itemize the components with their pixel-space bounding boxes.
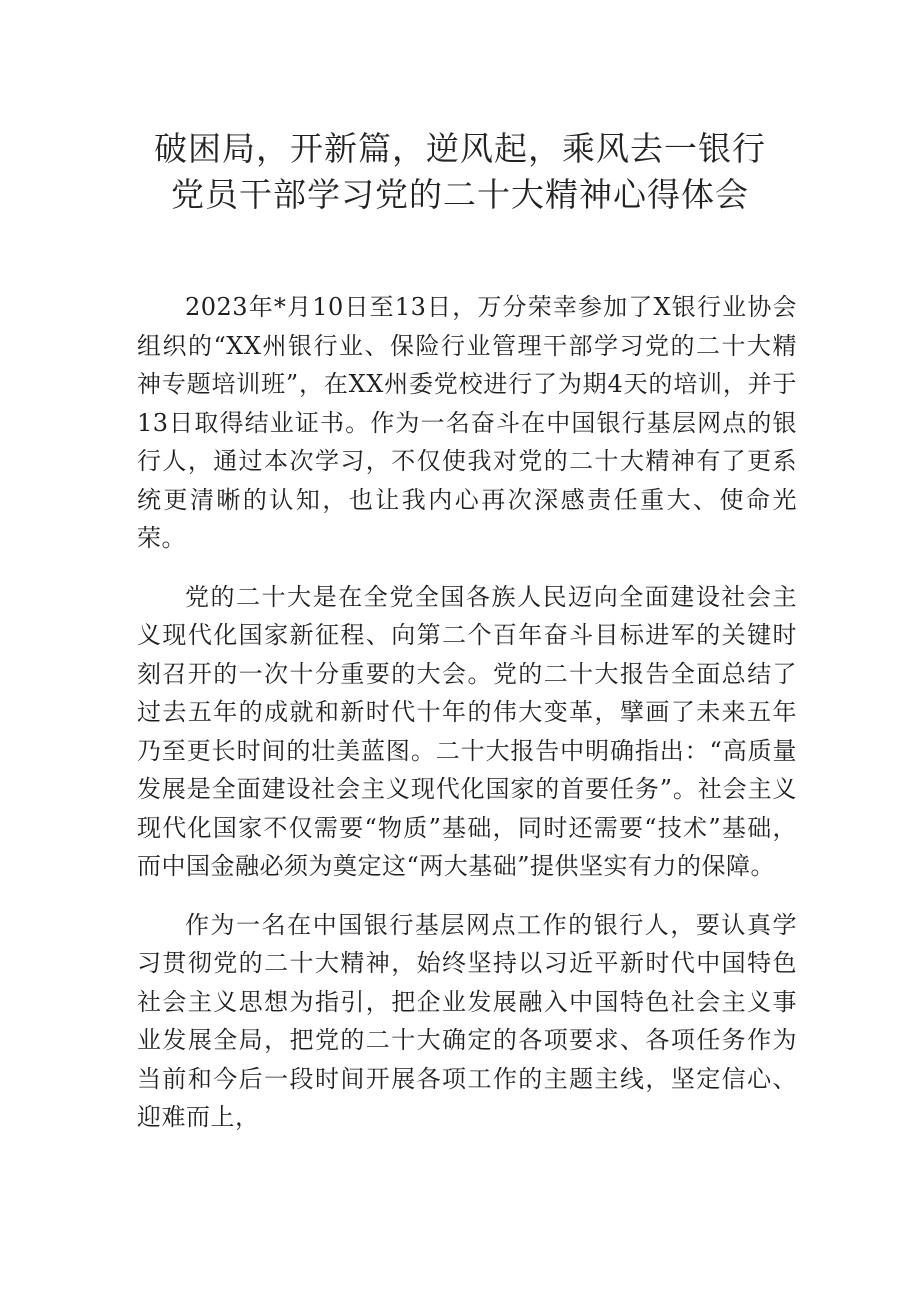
paragraph-2: 党的二十大是在全党全国各族人民迈向全面建设社会主义现代化国家新征程、向第二个百年奋斗目标进军的关键时刻召开的一次十分重要的大会。党的二十大报告全面总结了过去五年的成就和新时代十年的伟大变革，擘画了未来五年乃至更长时间的壮美蓝图。二十大报告中明确指出：“高质量发展是全面建设社会主义现代化国家的首要任务”。社会主义现代化国家不仅需要“物质”基础，同时还需要“技术”基础，而中国金融必须为奠定这“两大基础”提供坚实有力的保障。 — [137, 582, 797, 880]
title-line-2: 党员干部学习党的二十大精神心得体会 — [171, 175, 749, 214]
paragraph-1: 2023年*月10日至13日，万分荣幸参加了X银行业协会组织的“XX州银行业、保险行业管理干部学习党的二十大精神专题培训班”，在XX州委党校进行了为期4天的培训，并于13日取得结业证书。作为一名奋斗在中国银行基层网点的银行人，通过本次学习，不仅使我对党的二十大精神有了更系统更清晰的认知，也让我内心再次深感责任重大、使命光荣。 — [137, 293, 797, 552]
document-body — [137, 288, 797, 1157]
document-title — [0, 126, 920, 218]
paragraph-3: 作为一名在中国银行基层网点工作的银行人，要认真学习贯彻党的二十大精神，始终坚持以习近平新时代中国特色社会主义思想为指引，把企业发展融入中国特色社会主义事业发展全局，把党的二十大确定的各项要求、各项任务作为当前和今后一段时间开展各项工作的主题主线，坚定信心、迎难而上， — [137, 910, 797, 1131]
title-line-1: 破困局，开新篇，逆风起，乘风去一银行 — [154, 129, 766, 168]
